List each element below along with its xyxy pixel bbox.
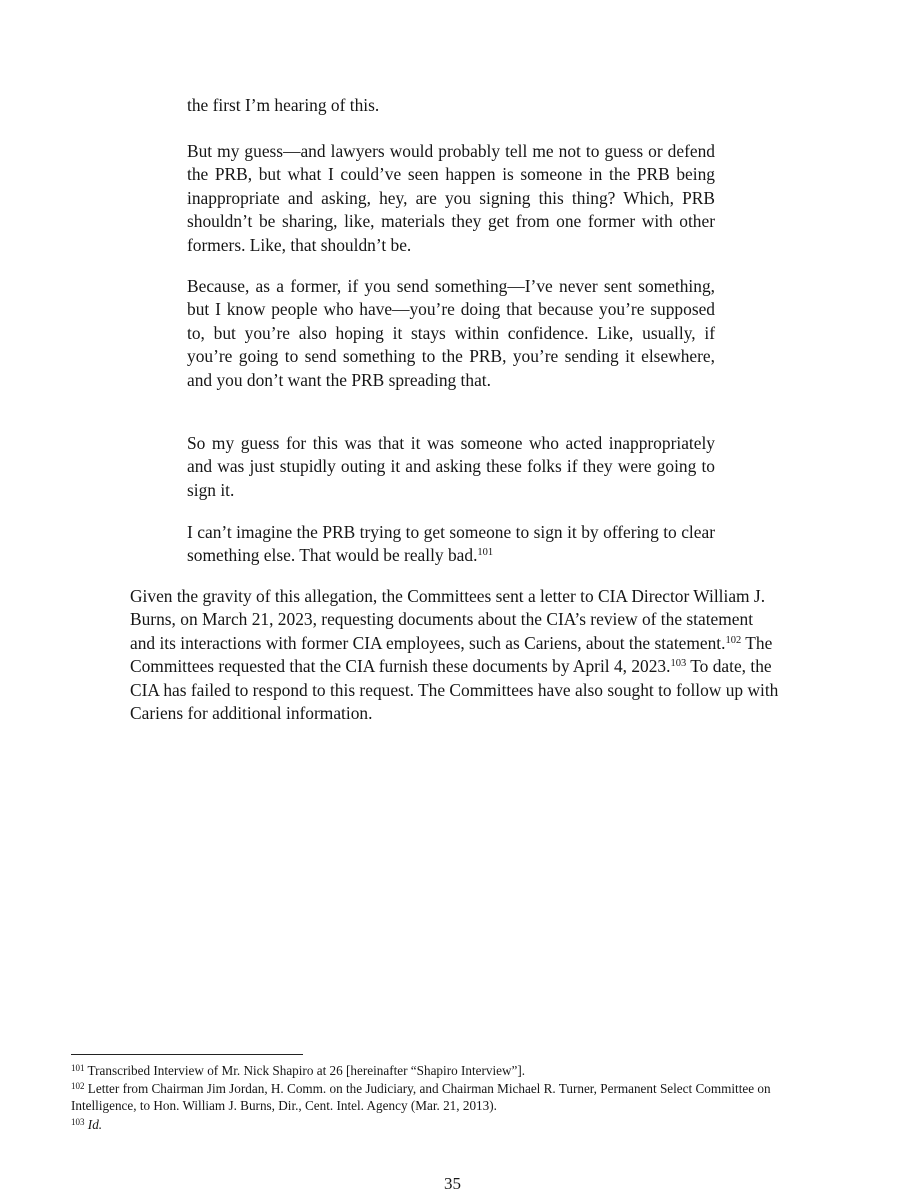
body-paragraph-part-3: To date, the CIA has failed to respond to this request. The Committees have also sought to follow up with Cariens for additional information. xyxy=(130,656,779,724)
footnote-text: Id. xyxy=(84,1117,103,1132)
quote-paragraph-2: But my guess—and lawyers would probably tell me not to guess or defend the PRB, but what I could’ve seen happen is someone in the PRB being inappropriate and asking, hey, are you signing this thing? Which, PRB shouldn’t be sharing, like, materials they get from one former with other formers. Like, that shouldn’t be. xyxy=(187,141,715,255)
footnote-ref-102: 102 xyxy=(725,634,742,646)
body-paragraph-part-1: Given the gravity of this allegation, the Committees sent a letter to CIA Director William J. Burns, on March 21, 2023, requesting documents about the CIA’s review of the statement and its interactions with former CIA employees, such as Cariens, about the statement. xyxy=(130,586,766,653)
footnote-101 xyxy=(71,1062,811,1079)
footnote-number: 102 xyxy=(71,1081,85,1091)
quote-paragraph-4: So my guess for this was that it was someone who acted inappropriately and was just stupidly outing it and asking these folks if they were going to sign it. xyxy=(187,433,715,500)
body-paragraph-part-2: The Committees requested that the CIA furnish these documents by April 4, 2023. xyxy=(130,632,773,677)
footnote-number: 103 xyxy=(71,1117,85,1127)
quote-paragraph-5-text: I can’t imagine the PRB trying to get someone to sign it by offering to clear something else. That would be really bad. xyxy=(187,522,715,566)
footnote-ref-101: 101 xyxy=(477,547,494,559)
footnote-number: 101 xyxy=(71,1063,85,1073)
footnote-text: Letter from Chairman Jim Jordan, H. Comm. on the Judiciary, and Chairman Michael R. Turner, Permanent Select Committee on Intelligence, to Hon. William J. Burns, Dir., Cent. Intel. Agency (Mar. 21, 2013). xyxy=(71,1081,771,1114)
page-number: 35 xyxy=(444,1174,461,1193)
footnote-ref-103: 103 xyxy=(670,658,687,670)
footnote-103 xyxy=(71,1116,811,1133)
footnote-text: Transcribed Interview of Mr. Nick Shapiro at 26 [hereinafter “Shapiro Interview”]. xyxy=(84,1063,526,1078)
quote-paragraph-3: Because, as a former, if you send something—I’ve never sent something, but I know people who have—you’re doing that because you’re supposed to, but you’re also hoping it stays within confidence. Like, usually, if you’re going to send something to the PRB, you’re sending it elsewhere, and you don’t want the PRB spreading that. xyxy=(187,276,715,390)
quote-paragraph-5 xyxy=(187,521,715,568)
quote-paragraph-1: the first I’m hearing of this. xyxy=(187,95,380,115)
body-paragraph xyxy=(130,585,780,725)
footnote-102 xyxy=(71,1080,811,1114)
footnote-divider xyxy=(71,1054,303,1055)
